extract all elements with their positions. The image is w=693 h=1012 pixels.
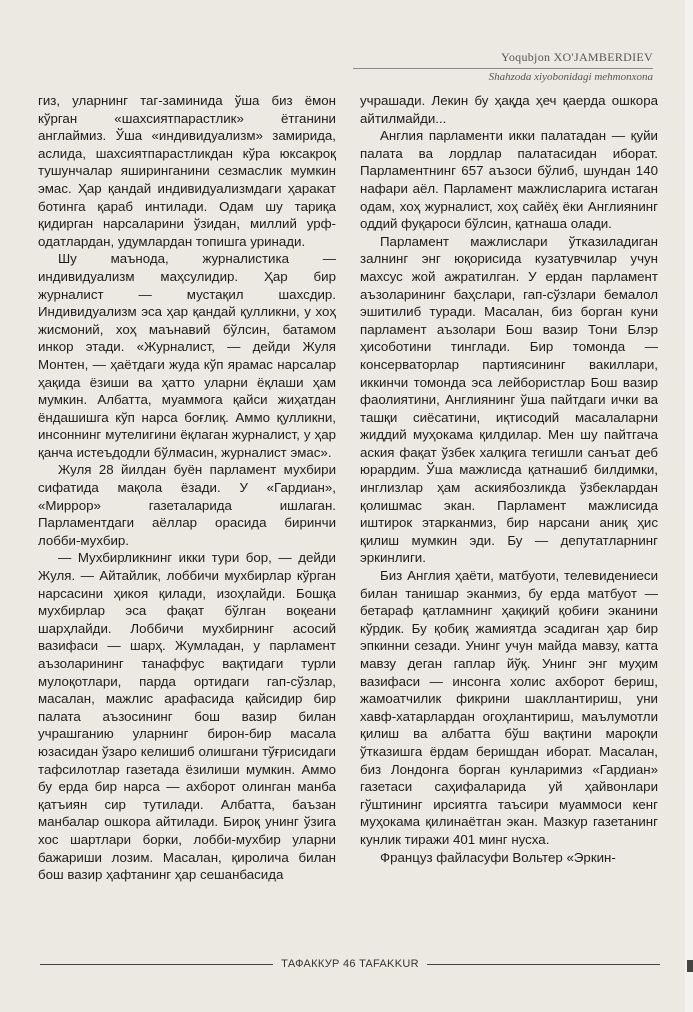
page-footer: [40, 958, 660, 970]
footer-page-label: ТАФАККУР 46 TAFAKKUR: [281, 958, 419, 970]
paragraph: Биз Англия ҳаёти, матбуоти, телевидениеси билан танишар эканмиз, бу ерда матбуот — бетараф қатламнинг ҳақиқий қобиғи эканини кўрдик. Бу қобиқ жамиятда эсадиган ҳар бир эпкинни сезади. Унинг учун майда мавзу, катта мавзу деган гаплар йўқ. Унинг энг муҳим вазифаси — инсонга холис ахборот бериш, жамоатчилик фикрини шакллантириш, уни хавф-хатарлардан огоҳлантириш, маълумотли қилиш ва албатта бўш вақтини мароқли ўтказишга ёрдам беришдан иборат. Масалан, биз Лондонга борган кунларимиз «Гардиан» газетаси саҳифаларида уй ҳайвонлари гўштининг ирсиятга таъсири муаммоси кенг муҳокама қилинаётган экан. Мазкур газетанинг кунлик тиражи 401 минг нусха.: [360, 568, 658, 847]
page-header: [353, 50, 653, 83]
paragraph: Англия парламенти икки палатадан — қуйи палата ва лордлар палатасидан иборат. Парламентнинг 657 аъзоси бўлиб, шундан 140 нафари аёл. Парламент мажлисларига истаган одам, хоҳ журналист, хоҳ сайёҳ ёки Англиянинг оддий фуқароси бўлсин, қатнаша олади.: [360, 128, 658, 232]
author-name: Yoqubjon XO'JAMBERDIEV: [501, 50, 653, 64]
paragraph: — Мухбирликнинг икки тури бор, — дейди Жуля. — Айтайлик, лоббичи мухбирлар кўрган нарсасини ҳикоя қилади, изоҳлайди. Бошқа мухбирлар эса фақат бўлган воқеани шарҳлайди. Лоббичи мухбирнинг асосий вазифаси — шарҳ. Жумладан, у парламент аъзоларининг танаффус вақтидаги турли мулоқотлари, парда ортидаги гап-сўзлар, масалан, мажлис арафасида қайсидир бир палата аъзосининг бош вазир билан учрашганию уларнинг бирон-бир масала юзасидан ўзаро келишиб олишгани тўғрисидаги тафсилотлар газетада ёзилиши мумкин. Аммо бу ерда бир нарса — ахборот олинган манба қатъиян сир тутилади. Албатта, баъзан манбалар ошкора айтилади. Бироқ унинг ўзига хос шартлари борки, лобби-мухбир уларни бажариши лозим. Масалан, қиролича билан бош вазир ҳафтанинг ҳар сешанбасида: [38, 550, 336, 883]
page-edge: [685, 0, 693, 1012]
left-column: [38, 92, 336, 884]
paragraph: Француз файласуфи Вольтер «Эркин-: [380, 849, 616, 865]
footer-rule-left: [40, 964, 273, 965]
paragraph: гиз, уларнинг таг-заминида ўша биз ёмон кўрган «шахсиятпарастлик» ётганини англаймиз. Ўша «индивидуализм» замирида, аслида, шахсиятпарастликдан кўра юксакроқ тушунчалар яширинганини сезмаслик мумкин эмас. Ҳар қандай индивидуализмдаги ҳаракат ботинга қараб интилади. Одам шу тариқа қидирган нарсаларини ўзидан, миллий урф-одатлардан, удумлардан топишга уринади.: [38, 93, 336, 249]
article-subtitle: Shahzoda xiyobonidagi mehmonxona: [488, 71, 653, 83]
right-column: [360, 92, 658, 866]
paragraph: Парламент мажлислари ўтказиладиган залнинг энг юқорисида кузатувчилар учун махсус жой ажратилган. У ердан парламент аъзоларининг баҳслари, гап-сўзлари бемалол эшитилиб туради. Масалан, биз борган куни парламент аъзолари Бош вазир Тони Блэр ҳисоботини тинглади. Бир томонда — консерваторлар партиясининг вакиллари, иккинчи томонда эса лейбористлар Бош вазир фаолиятини, Англиянинг ўша пайтдаги ички ва ташқи сиёсатини, иқтисодий масалаларни жиддий муҳокама қилдилар. Мен шу пайтгача аския фақат ўзбек халқига тегишли санъат деб юрардим. Ўша мажлисда қатнашиб билдимки, инглизлар ҳам аскиябозликда ўзбеклардан қолишмас экан. Парламент мажлисида иштирок этарканмиз, бир нарсани аниқ ҳис қилиш мумкин эди. Бу — депутатларнинг эркинлиги.: [360, 233, 658, 566]
paragraph: учрашади. Лекин бу ҳақда ҳеч қаерда ошкора айтилмайди...: [360, 93, 658, 126]
footer-rule-right: [427, 964, 660, 965]
paragraph: Жуля 28 йилдан буён парламент мухбири сифатида мақола ёзади. У «Гардиан», «Миррор» газеталарида ишлаган. Парламентдаги аёллар орасида биринчи лобби-мухбир.: [38, 462, 336, 548]
paragraph: Шу маънода, журналистика — индивидуализм маҳсулидир. Ҳар бир журналист — мустақил шахсдир. Индивидуализм эса ҳар қандай қулликни, у хоҳ жисмоний, хоҳ маънавий бўлсин, батамом инкор этади. «Журналист, — дейди Жуля Монтен, — ҳаётдаги жуда кўп ярамас нарсалар ҳақида ёзиши ва ҳатто уларни ёқлаши ҳам мумкин. Албатта, муаммога қайси жиҳатдан ёндашишга кўп нарса боғлиқ. Аммо қулликни, инсоннинг мутелигини ёқлаган журналист, у ҳар қанча истеъдодли бўлмасин, журналист эмас».: [38, 251, 336, 460]
header-divider: [353, 68, 653, 69]
edge-marker: [687, 960, 693, 972]
